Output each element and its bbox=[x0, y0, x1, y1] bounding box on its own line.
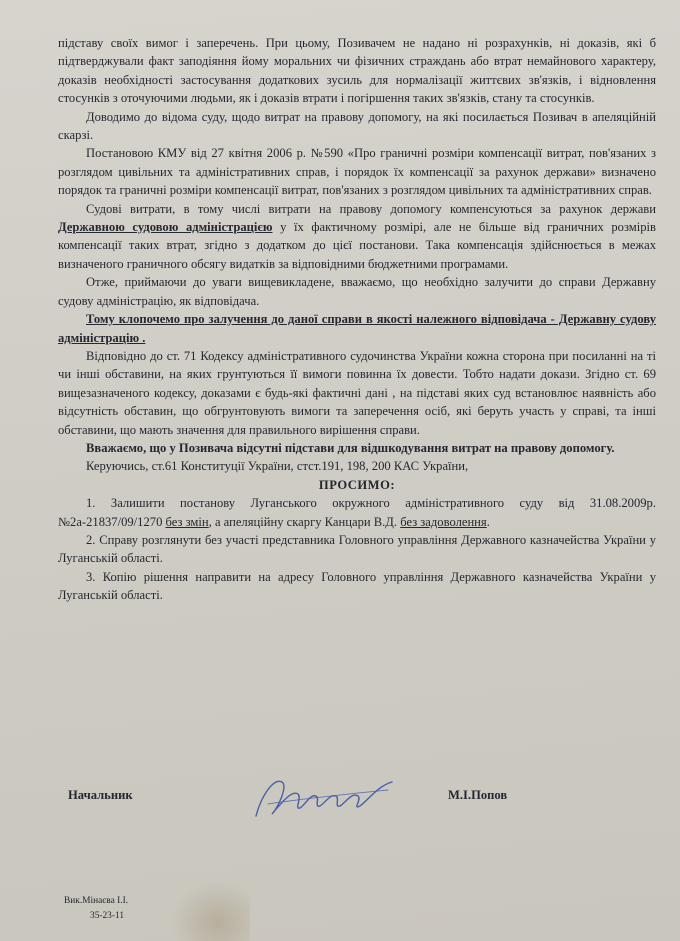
document-body bbox=[58, 34, 656, 605]
signature-block bbox=[68, 788, 568, 818]
request-1-text-c: , а апеляційну скаргу Канцари В.Д. bbox=[208, 514, 401, 529]
request-item-1 bbox=[58, 494, 656, 531]
paragraph-legal-aid-intro: Доводимо до відома суду, щодо витрат на правову допомогу, на які посилається Позивач в апеляційній скарзі. bbox=[58, 109, 656, 143]
paper-stain bbox=[170, 880, 250, 941]
paragraph-no-grounds: Вважаємо, що у Позивача відсутні підстави для відшкодування витрат на правову допомогу. bbox=[86, 440, 615, 455]
court-costs-text-a: Судові витрати, в тому числі витрати на правову допомогу компенсуються за рахунок держави bbox=[86, 201, 656, 216]
paragraph-guided-by: Керуючись, ст.61 Конституції України, стст.191, 198, 200 КАС України, bbox=[86, 459, 469, 474]
paragraph-petition: Тому клопочемо про залучення до даної справи в якості належного відповідача - Державну судову адміністрацію . bbox=[58, 312, 656, 345]
request-1-unchanged: без змін bbox=[165, 514, 209, 529]
paragraph-conclusion: Отже, приймаючи до уваги вищевикладене, вважаємо, що необхідно залучити до справи Державну судову адміністрацію, як відповідача. bbox=[58, 275, 656, 308]
executor-name: Вик.Мінаєва І.І. bbox=[64, 896, 129, 906]
paragraph-kmu-resolution: Постановою КМУ від 27 квітня 2006 р. №590 «Про граничні розміри компенсації витрат, пов'язаних з розглядом цивільних та адміністративних справ, і порядок їх компенсації за рахунок держави» визначено порядок та граничні розміри компенсації витрат, пов'язаних з розглядом цивільних та адміністративних справ. bbox=[58, 146, 656, 198]
signatory-name: М.І.Попов bbox=[448, 788, 508, 802]
executor-phone: 35-23-11 bbox=[90, 911, 125, 921]
paragraph-article-71: Відповідно до ст. 71 Кодексу адміністративного судочинства України кожна сторона при посиланні на ті чи інші обставини, на яких грунтуються її вимоги повинна їх довести. Тобто надати докази. Згідно ст. 69 вищезазначеного кодексу, доказами є будь-які фактичні дані , на підставі яких суд встановлює наявність або відсутність обставин, що обгрунтовують вимоги та заперечення осіб, які беруть участь у справі, та інші обставини, що мають значення для правильного вирішення справи. bbox=[58, 348, 656, 437]
request-heading: ПРОСИМО: bbox=[318, 477, 396, 492]
paragraph-court-costs bbox=[58, 200, 656, 274]
request-item-3: 3. Копію рішення направити на адресу Головного управління Державного казначейства України у Луганській області. bbox=[58, 569, 656, 603]
signatory-title: Начальник bbox=[68, 788, 133, 802]
request-1-denied: без задоволення bbox=[400, 514, 487, 529]
request-1-text-a: 1. Залишити постанову Луганського окружного адміністративного суду від 31.08.2009р. №2а-21837/09/1270 bbox=[58, 496, 656, 529]
paragraph-grounds: підставу своїх вимог і заперечень. При цьому, Позивачем не надано ні розрахунків, ні доказів, які б підтверджували факт заподіяння йому моральних чи фізичних страждань або втрат немайнового характеру, доказів необхідності застосування додаткових зусиль для нормалізації життєвих зв'язків, і відновлення стосунків з оточуючими людьми, як і доказів втрати і погіршення таких зв'язків, стану та стосунків. bbox=[58, 36, 656, 106]
court-costs-text-c: у їх фактичному розмірі, але не більше від граничних розмірів компенсації таких втрат, згідно з додатком до цієї постанови. Така компенсація здійснюється в межах визначеного граничного обсягу видатків за відповідними бюджетними програмами. bbox=[58, 220, 656, 271]
executor-footer bbox=[64, 894, 128, 924]
court-costs-admin-name: Державною судовою адміністрацією bbox=[58, 220, 273, 235]
request-1-text-e: . bbox=[486, 514, 490, 529]
request-item-2: 2. Справу розглянути без участі представника Головного управління Державного казначейства України у Луганській області. bbox=[58, 532, 656, 566]
